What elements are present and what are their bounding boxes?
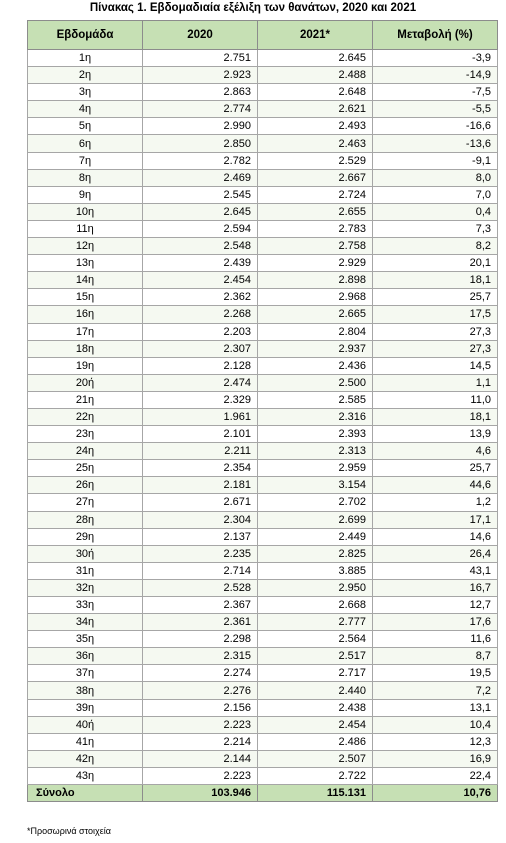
value-2020-cell: 2.329 bbox=[143, 391, 258, 408]
value-2021-cell: 2.929 bbox=[258, 255, 373, 272]
value-2021-cell: 115.131 bbox=[258, 785, 373, 802]
week-cell: 39η bbox=[28, 699, 143, 716]
change-cell: 10,4 bbox=[373, 716, 498, 733]
value-2021-cell: 2.777 bbox=[258, 614, 373, 631]
value-2021-cell: 3.154 bbox=[258, 477, 373, 494]
change-cell: 1,2 bbox=[373, 494, 498, 511]
week-cell: 15η bbox=[28, 289, 143, 306]
change-cell: 13,1 bbox=[373, 699, 498, 716]
change-cell: 17,5 bbox=[373, 306, 498, 323]
value-2021-cell: 2.937 bbox=[258, 340, 373, 357]
value-2020-cell: 2.214 bbox=[143, 733, 258, 750]
change-cell: 17,1 bbox=[373, 511, 498, 528]
week-cell: 22η bbox=[28, 408, 143, 425]
value-2021-cell: 2.825 bbox=[258, 545, 373, 562]
change-cell: 4,6 bbox=[373, 443, 498, 460]
table-row bbox=[28, 84, 498, 101]
week-cell: 3η bbox=[28, 84, 143, 101]
change-cell: 26,4 bbox=[373, 545, 498, 562]
value-2020-cell: 2.545 bbox=[143, 186, 258, 203]
change-cell: -7,5 bbox=[373, 84, 498, 101]
value-2021-cell: 2.645 bbox=[258, 50, 373, 67]
value-2021-cell: 2.529 bbox=[258, 152, 373, 169]
table-row bbox=[28, 408, 498, 425]
week-cell: 43η bbox=[28, 767, 143, 784]
value-2020-cell: 2.671 bbox=[143, 494, 258, 511]
change-cell: 11,6 bbox=[373, 631, 498, 648]
table-row bbox=[28, 391, 498, 408]
table-row bbox=[28, 665, 498, 682]
table-row bbox=[28, 528, 498, 545]
week-cell: 2η bbox=[28, 67, 143, 84]
table-row bbox=[28, 597, 498, 614]
value-2020-cell: 2.354 bbox=[143, 460, 258, 477]
change-cell: 8,2 bbox=[373, 238, 498, 255]
value-2021-cell: 2.621 bbox=[258, 101, 373, 118]
change-cell: 16,9 bbox=[373, 750, 498, 767]
change-cell: 27,3 bbox=[373, 340, 498, 357]
table-row bbox=[28, 682, 498, 699]
table-row bbox=[28, 750, 498, 767]
total-row bbox=[28, 785, 498, 802]
week-cell: 31η bbox=[28, 562, 143, 579]
value-2020-cell: 2.181 bbox=[143, 477, 258, 494]
value-2020-cell: 2.923 bbox=[143, 67, 258, 84]
week-cell: 5η bbox=[28, 118, 143, 135]
header-2021: 2021* bbox=[258, 21, 373, 50]
value-2021-cell: 2.717 bbox=[258, 665, 373, 682]
change-cell: 27,3 bbox=[373, 323, 498, 340]
change-cell: -16,6 bbox=[373, 118, 498, 135]
change-cell: 7,3 bbox=[373, 220, 498, 237]
value-2021-cell: 2.393 bbox=[258, 426, 373, 443]
change-cell: 14,6 bbox=[373, 528, 498, 545]
table-row bbox=[28, 443, 498, 460]
table-body bbox=[28, 50, 498, 802]
value-2021-cell: 2.959 bbox=[258, 460, 373, 477]
header-2020: 2020 bbox=[143, 21, 258, 50]
week-cell: 24η bbox=[28, 443, 143, 460]
week-cell: 1η bbox=[28, 50, 143, 67]
change-cell: 18,1 bbox=[373, 272, 498, 289]
value-2021-cell: 2.950 bbox=[258, 579, 373, 596]
table-row bbox=[28, 614, 498, 631]
week-cell: 9η bbox=[28, 186, 143, 203]
table-row bbox=[28, 306, 498, 323]
week-cell: 17η bbox=[28, 323, 143, 340]
value-2021-cell: 2.440 bbox=[258, 682, 373, 699]
week-cell: 29η bbox=[28, 528, 143, 545]
value-2021-cell: 2.313 bbox=[258, 443, 373, 460]
change-cell: 18,1 bbox=[373, 408, 498, 425]
week-cell: 30ή bbox=[28, 545, 143, 562]
value-2021-cell: 2.699 bbox=[258, 511, 373, 528]
value-2020-cell: 2.101 bbox=[143, 426, 258, 443]
week-cell: 4η bbox=[28, 101, 143, 118]
table-row bbox=[28, 323, 498, 340]
value-2020-cell: 2.367 bbox=[143, 597, 258, 614]
change-cell: 22,4 bbox=[373, 767, 498, 784]
change-cell: 19,5 bbox=[373, 665, 498, 682]
table-row bbox=[28, 101, 498, 118]
value-2021-cell: 2.665 bbox=[258, 306, 373, 323]
value-2021-cell: 2.667 bbox=[258, 169, 373, 186]
value-2021-cell: 2.488 bbox=[258, 67, 373, 84]
table-row bbox=[28, 272, 498, 289]
table-row bbox=[28, 289, 498, 306]
week-cell: Σύνολο bbox=[28, 785, 143, 802]
value-2021-cell: 2.655 bbox=[258, 203, 373, 220]
week-cell: 12η bbox=[28, 238, 143, 255]
week-cell: 25η bbox=[28, 460, 143, 477]
header-week: Εβδομάδα bbox=[28, 21, 143, 50]
value-2021-cell: 2.463 bbox=[258, 135, 373, 152]
change-cell: 14,5 bbox=[373, 357, 498, 374]
week-cell: 38η bbox=[28, 682, 143, 699]
week-cell: 33η bbox=[28, 597, 143, 614]
value-2020-cell: 1.961 bbox=[143, 408, 258, 425]
value-2021-cell: 2.702 bbox=[258, 494, 373, 511]
table-row bbox=[28, 699, 498, 716]
week-cell: 35η bbox=[28, 631, 143, 648]
value-2021-cell: 2.449 bbox=[258, 528, 373, 545]
value-2020-cell: 2.223 bbox=[143, 767, 258, 784]
value-2020-cell: 2.474 bbox=[143, 374, 258, 391]
table-row bbox=[28, 767, 498, 784]
value-2021-cell: 2.436 bbox=[258, 357, 373, 374]
value-2020-cell: 2.548 bbox=[143, 238, 258, 255]
week-cell: 28η bbox=[28, 511, 143, 528]
week-cell: 19η bbox=[28, 357, 143, 374]
table-row bbox=[28, 203, 498, 220]
value-2021-cell: 2.454 bbox=[258, 716, 373, 733]
value-2020-cell: 2.203 bbox=[143, 323, 258, 340]
value-2021-cell: 2.724 bbox=[258, 186, 373, 203]
week-cell: 20ή bbox=[28, 374, 143, 391]
value-2021-cell: 2.486 bbox=[258, 733, 373, 750]
header-row bbox=[28, 21, 498, 50]
table-row bbox=[28, 631, 498, 648]
value-2020-cell: 2.268 bbox=[143, 306, 258, 323]
week-cell: 40ή bbox=[28, 716, 143, 733]
change-cell: -5,5 bbox=[373, 101, 498, 118]
week-cell: 41η bbox=[28, 733, 143, 750]
week-cell: 42η bbox=[28, 750, 143, 767]
value-2020-cell: 2.751 bbox=[143, 50, 258, 67]
table-row bbox=[28, 426, 498, 443]
table-row bbox=[28, 255, 498, 272]
change-cell: 43,1 bbox=[373, 562, 498, 579]
value-2020-cell: 2.274 bbox=[143, 665, 258, 682]
value-2020-cell: 2.211 bbox=[143, 443, 258, 460]
value-2020-cell: 2.235 bbox=[143, 545, 258, 562]
value-2020-cell: 2.315 bbox=[143, 648, 258, 665]
week-cell: 16η bbox=[28, 306, 143, 323]
week-cell: 7η bbox=[28, 152, 143, 169]
value-2020-cell: 2.137 bbox=[143, 528, 258, 545]
value-2021-cell: 2.722 bbox=[258, 767, 373, 784]
change-cell: 44,6 bbox=[373, 477, 498, 494]
table-row bbox=[28, 135, 498, 152]
change-cell: 8,7 bbox=[373, 648, 498, 665]
table-row bbox=[28, 511, 498, 528]
value-2021-cell: 2.758 bbox=[258, 238, 373, 255]
change-cell: 11,0 bbox=[373, 391, 498, 408]
table-row bbox=[28, 50, 498, 67]
change-cell: -3,9 bbox=[373, 50, 498, 67]
value-2020-cell: 2.990 bbox=[143, 118, 258, 135]
value-2020-cell: 2.144 bbox=[143, 750, 258, 767]
value-2020-cell: 2.304 bbox=[143, 511, 258, 528]
change-cell: 12,3 bbox=[373, 733, 498, 750]
table-row bbox=[28, 562, 498, 579]
footnote: *Προσωρινά στοιχεία bbox=[27, 826, 111, 836]
change-cell: -14,9 bbox=[373, 67, 498, 84]
change-cell: 20,1 bbox=[373, 255, 498, 272]
table-row bbox=[28, 460, 498, 477]
table-row bbox=[28, 716, 498, 733]
change-cell: -9,1 bbox=[373, 152, 498, 169]
value-2021-cell: 2.585 bbox=[258, 391, 373, 408]
table-row bbox=[28, 118, 498, 135]
change-cell: 1,1 bbox=[373, 374, 498, 391]
value-2020-cell: 2.276 bbox=[143, 682, 258, 699]
change-cell: 25,7 bbox=[373, 460, 498, 477]
table-title: Πίνακας 1. Εβδομαδιαία εξέλιξη των θανάτων, 2020 και 2021 bbox=[89, 2, 417, 14]
table-row bbox=[28, 477, 498, 494]
deaths-table bbox=[27, 20, 498, 802]
value-2020-cell: 103.946 bbox=[143, 785, 258, 802]
week-cell: 6η bbox=[28, 135, 143, 152]
value-2020-cell: 2.223 bbox=[143, 716, 258, 733]
value-2021-cell: 2.564 bbox=[258, 631, 373, 648]
change-cell: 7,0 bbox=[373, 186, 498, 203]
value-2020-cell: 2.782 bbox=[143, 152, 258, 169]
value-2021-cell: 2.517 bbox=[258, 648, 373, 665]
week-cell: 18η bbox=[28, 340, 143, 357]
value-2021-cell: 2.507 bbox=[258, 750, 373, 767]
header-change: Μεταβολή (%) bbox=[373, 21, 498, 50]
week-cell: 32η bbox=[28, 579, 143, 596]
table-row bbox=[28, 733, 498, 750]
week-cell: 26η bbox=[28, 477, 143, 494]
value-2021-cell: 2.804 bbox=[258, 323, 373, 340]
value-2020-cell: 2.307 bbox=[143, 340, 258, 357]
value-2020-cell: 2.454 bbox=[143, 272, 258, 289]
table-row bbox=[28, 169, 498, 186]
table-row bbox=[28, 579, 498, 596]
value-2021-cell: 2.668 bbox=[258, 597, 373, 614]
value-2020-cell: 2.645 bbox=[143, 203, 258, 220]
table-header bbox=[28, 21, 498, 50]
week-cell: 27η bbox=[28, 494, 143, 511]
table-row bbox=[28, 374, 498, 391]
change-cell: 8,0 bbox=[373, 169, 498, 186]
value-2021-cell: 2.500 bbox=[258, 374, 373, 391]
value-2020-cell: 2.298 bbox=[143, 631, 258, 648]
value-2020-cell: 2.850 bbox=[143, 135, 258, 152]
value-2021-cell: 2.493 bbox=[258, 118, 373, 135]
week-cell: 10η bbox=[28, 203, 143, 220]
change-cell: 0,4 bbox=[373, 203, 498, 220]
value-2020-cell: 2.594 bbox=[143, 220, 258, 237]
table-row bbox=[28, 545, 498, 562]
value-2020-cell: 2.469 bbox=[143, 169, 258, 186]
change-cell: 7,2 bbox=[373, 682, 498, 699]
week-cell: 37η bbox=[28, 665, 143, 682]
change-cell: 13,9 bbox=[373, 426, 498, 443]
value-2021-cell: 2.648 bbox=[258, 84, 373, 101]
table-row bbox=[28, 67, 498, 84]
value-2020-cell: 2.128 bbox=[143, 357, 258, 374]
week-cell: 14η bbox=[28, 272, 143, 289]
table-row bbox=[28, 220, 498, 237]
value-2020-cell: 2.863 bbox=[143, 84, 258, 101]
table-row bbox=[28, 238, 498, 255]
change-cell: 16,7 bbox=[373, 579, 498, 596]
change-cell: -13,6 bbox=[373, 135, 498, 152]
week-cell: 11η bbox=[28, 220, 143, 237]
table-row bbox=[28, 340, 498, 357]
value-2021-cell: 2.316 bbox=[258, 408, 373, 425]
value-2021-cell: 2.968 bbox=[258, 289, 373, 306]
change-cell: 10,76 bbox=[373, 785, 498, 802]
change-cell: 25,7 bbox=[373, 289, 498, 306]
week-cell: 34η bbox=[28, 614, 143, 631]
value-2021-cell: 3.885 bbox=[258, 562, 373, 579]
week-cell: 36η bbox=[28, 648, 143, 665]
table-row bbox=[28, 494, 498, 511]
value-2020-cell: 2.439 bbox=[143, 255, 258, 272]
table-row bbox=[28, 357, 498, 374]
week-cell: 13η bbox=[28, 255, 143, 272]
week-cell: 23η bbox=[28, 426, 143, 443]
change-cell: 12,7 bbox=[373, 597, 498, 614]
table-row bbox=[28, 152, 498, 169]
value-2020-cell: 2.714 bbox=[143, 562, 258, 579]
value-2020-cell: 2.361 bbox=[143, 614, 258, 631]
table-row bbox=[28, 648, 498, 665]
week-cell: 8η bbox=[28, 169, 143, 186]
value-2020-cell: 2.528 bbox=[143, 579, 258, 596]
week-cell: 21η bbox=[28, 391, 143, 408]
value-2021-cell: 2.783 bbox=[258, 220, 373, 237]
value-2021-cell: 2.438 bbox=[258, 699, 373, 716]
value-2020-cell: 2.156 bbox=[143, 699, 258, 716]
value-2020-cell: 2.362 bbox=[143, 289, 258, 306]
table-row bbox=[28, 186, 498, 203]
value-2021-cell: 2.898 bbox=[258, 272, 373, 289]
value-2020-cell: 2.774 bbox=[143, 101, 258, 118]
change-cell: 17,6 bbox=[373, 614, 498, 631]
